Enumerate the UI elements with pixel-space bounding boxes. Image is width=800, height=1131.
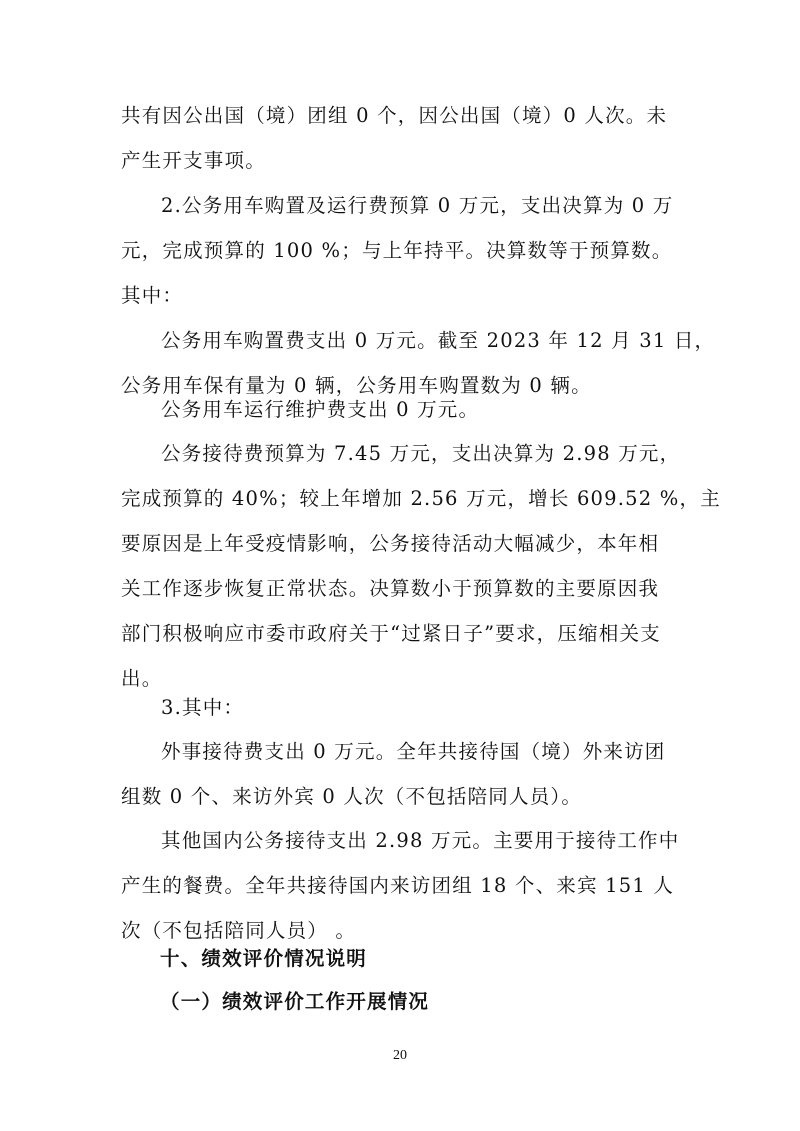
text-line: 公务接待费预算为 7.45 万元，支出决算为 2.98 万元， — [161, 442, 681, 465]
text-line: 公务用车运行维护费支出 0 万元。 — [161, 398, 480, 421]
text-line: 外事接待费支出 0 万元。全年共接待国（境）外来访团 — [161, 740, 666, 763]
paragraph-overseas-trips — [121, 93, 691, 183]
text-line: 其他国内公务接待支出 2.98 万元。主要用于接待工作中 — [161, 829, 680, 852]
text-line: 次（不包括陪同人员） 。 — [121, 919, 357, 942]
text-line: 产生开支事项。 — [121, 149, 266, 172]
text-line: 出。 — [121, 667, 163, 690]
text-line: 产生的餐费。全年共接待国内来访团组 18 个、来宾 151 人 — [121, 874, 675, 897]
text-line: 关工作逐步恢复正常状态。决算数小于预算数的主要原因我 — [121, 577, 660, 600]
paragraph-vehicle-maintenance — [121, 387, 691, 432]
paragraph-reception-budget — [121, 431, 721, 701]
text-line: 共有因公出国（境）团组 0 个，因公出国（境）0 人次。未 — [121, 104, 668, 127]
text-line: 公务用车保有量为 0 辆，公务用车购置数为 0 辆。 — [121, 374, 592, 397]
page-number: 20 — [393, 1048, 407, 1063]
subsection-heading: （一）绩效评价工作开展情况 — [160, 990, 430, 1013]
text-line: 组数 0 个、来访外宾 0 人次（不包括陪同人员）。 — [121, 785, 583, 808]
text-line: 其中： — [121, 284, 184, 307]
text-line: 2.公务用车购置及运行费预算 0 万元，支出决算为 0 万 — [161, 194, 674, 217]
text-line: 要原因是上年受疫情影响，公务接待活动大幅减少，本年相 — [121, 532, 660, 555]
text-line: 元，完成预算的 100 %；与上年持平。决算数等于预算数。 — [121, 239, 673, 262]
paragraph-item-3 — [121, 685, 691, 730]
section-heading: 十、绩效评价情况说明 — [160, 947, 368, 970]
text-line: 公务用车购置费支出 0 万元。截至 2023 年 12 月 31 日， — [161, 329, 716, 352]
paragraph-foreign-reception — [121, 729, 691, 819]
paragraph-domestic-reception — [121, 818, 691, 953]
text-line: 完成预算的 40%；较上年增加 2.56 万元，增长 609.52 %，主 — [121, 487, 721, 510]
paragraph-vehicle-budget — [121, 183, 691, 318]
text-line: 3.其中： — [161, 696, 245, 719]
text-line: 部门积极响应市委市政府关于“过紧日子”要求，压缩相关支 — [121, 622, 661, 645]
